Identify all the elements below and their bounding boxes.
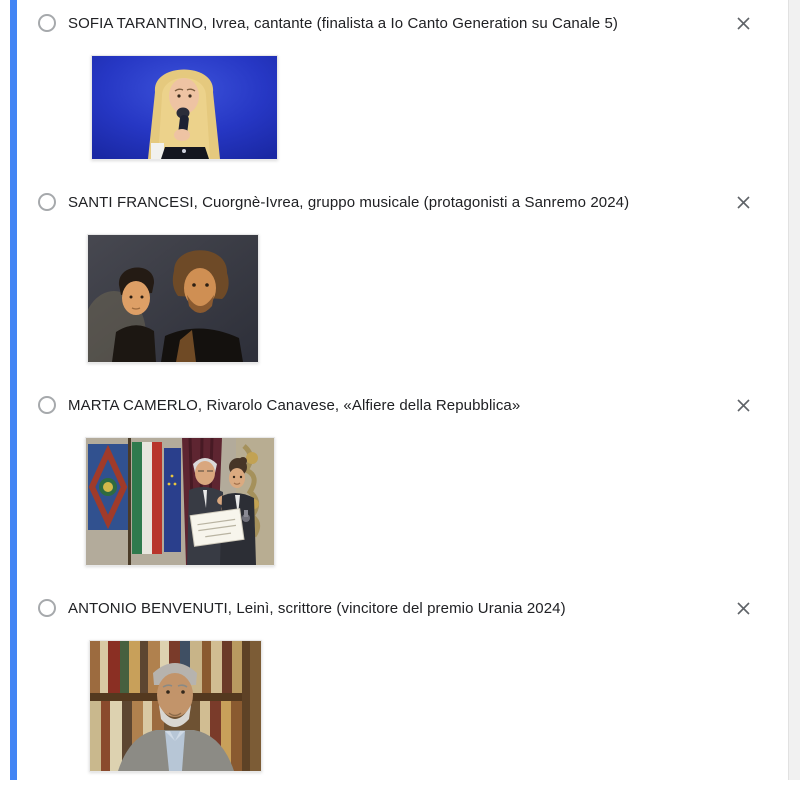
remove-option-button[interactable] [731, 393, 755, 417]
option-header [17, 11, 786, 35]
option-label[interactable]: MARTA CAMERLO, Rivarolo Canavese, «Alfiere della Repubblica» [68, 396, 521, 414]
radio-circle-icon[interactable] [38, 193, 56, 211]
options-list [17, 11, 786, 802]
question-card [10, 0, 786, 780]
option-image-antonio-benvenuti[interactable] [89, 640, 262, 772]
photo-santi-francesi-duo-portrait [88, 235, 258, 362]
option-row [17, 11, 786, 160]
remove-option-button[interactable] [731, 190, 755, 214]
option-row [17, 596, 786, 772]
option-header [17, 393, 786, 417]
radio-circle-icon[interactable] [38, 599, 56, 617]
option-label[interactable]: SANTI FRANCESI, Cuorgnè-Ivrea, gruppo musicale (protagonisti a Sanremo 2024) [68, 193, 630, 211]
option-image-santi-francesi[interactable] [87, 234, 259, 363]
option-row [17, 393, 786, 566]
option-header [17, 596, 786, 620]
remove-option-button[interactable] [731, 11, 755, 35]
close-x-icon [735, 397, 752, 414]
photo-sofia-tarantino-singing-blue-stage [92, 56, 277, 159]
selected-question-accent-bar [10, 0, 17, 780]
option-label[interactable]: SOFIA TARANTINO, Ivrea, cantante (finalista a Io Canto Generation su Canale 5) [68, 14, 618, 32]
option-header [17, 190, 786, 214]
option-label[interactable]: ANTONIO BENVENUTI, Leinì, scrittore (vincitore del premio Urania 2024) [68, 599, 566, 617]
radio-circle-icon[interactable] [38, 396, 56, 414]
close-x-icon [735, 600, 752, 617]
close-x-icon [735, 15, 752, 32]
photo-marta-camerlo-award-ceremony-quirinale [86, 438, 274, 565]
option-image-sofia-tarantino[interactable] [91, 55, 278, 160]
option-row [17, 190, 786, 363]
option-image-marta-camerlo[interactable] [85, 437, 275, 566]
close-x-icon [735, 194, 752, 211]
scrollbar-track[interactable] [788, 0, 800, 780]
photo-antonio-benvenuti-bookshelf-portrait [90, 641, 261, 771]
remove-option-button[interactable] [731, 596, 755, 620]
radio-circle-icon[interactable] [38, 14, 56, 32]
